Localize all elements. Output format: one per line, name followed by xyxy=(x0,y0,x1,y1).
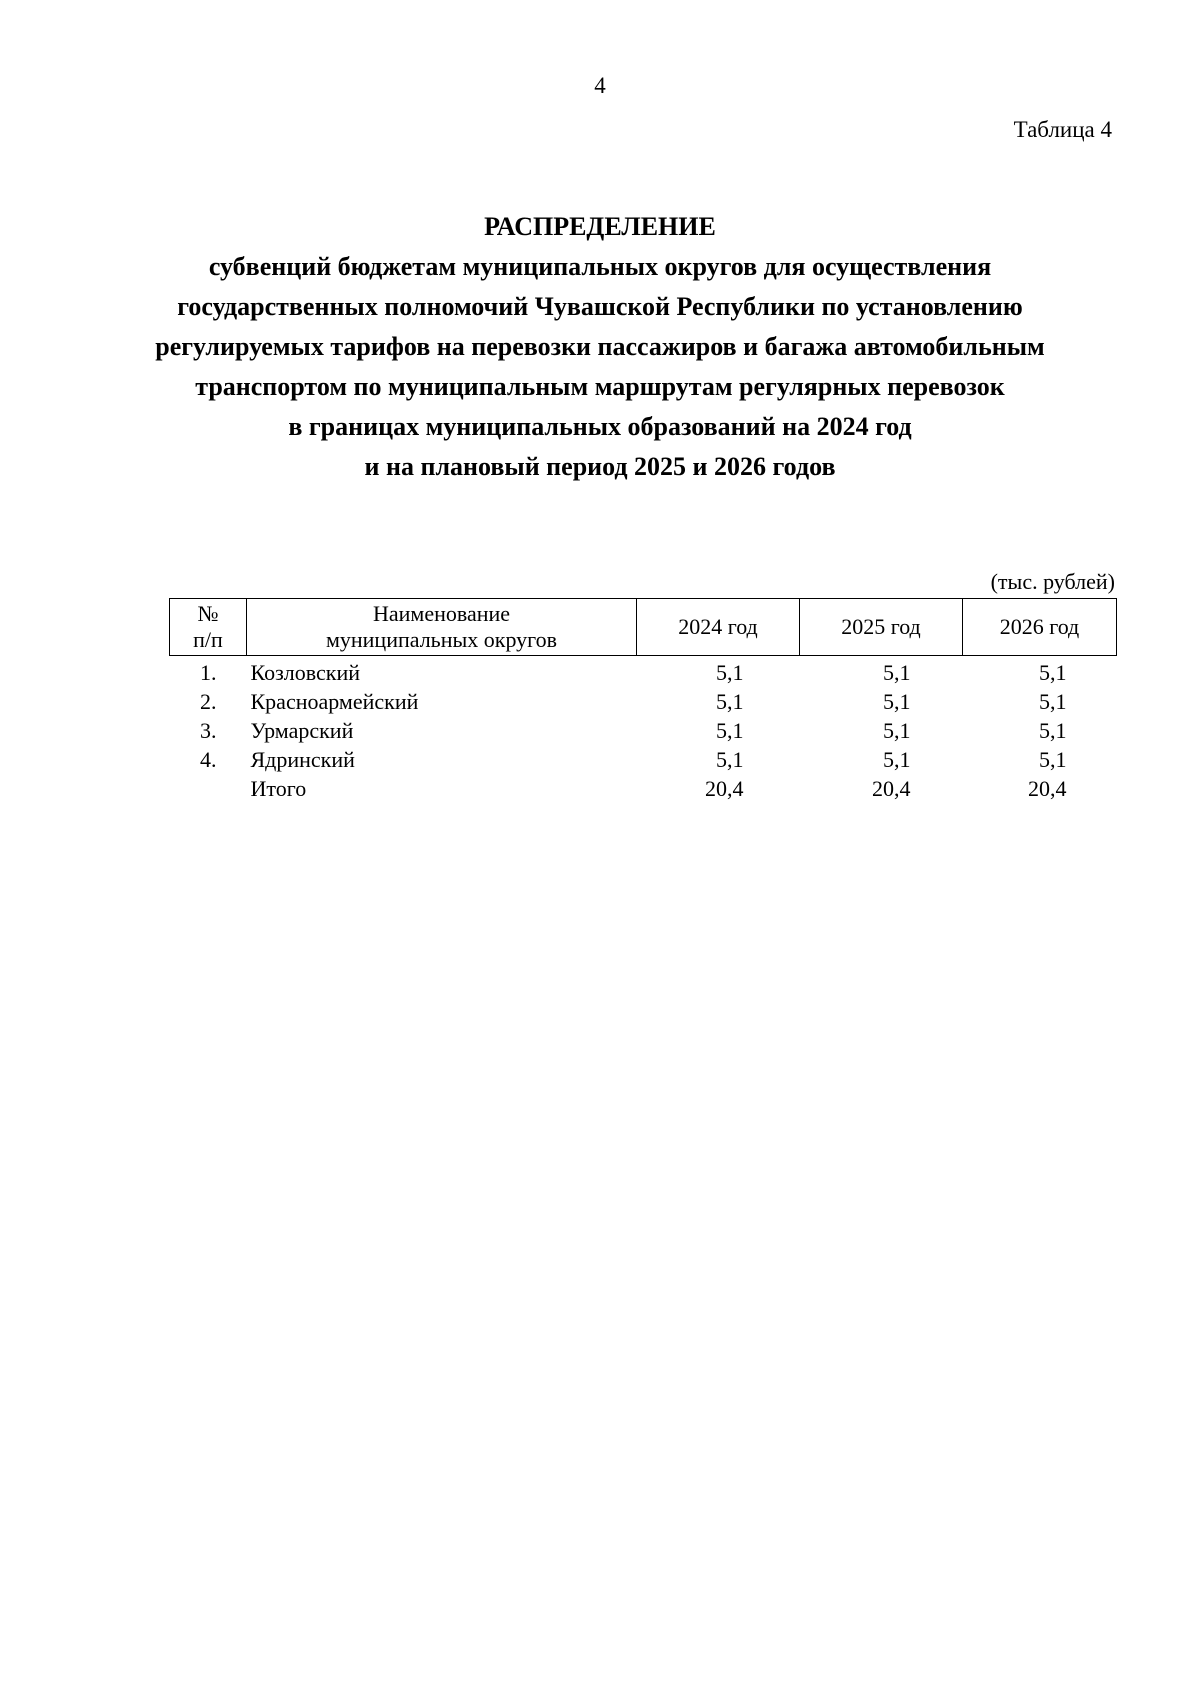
row-number: 1. xyxy=(200,660,217,685)
table-header-row xyxy=(170,599,1117,656)
title-line: государственных полномочий Чувашской Республики по установлению xyxy=(177,292,1023,321)
total-value-2026: 20,4 xyxy=(1028,776,1067,801)
title-line: транспортом по муниципальным маршрутам регулярных перевозок xyxy=(195,372,1005,401)
title-heading: РАСПРЕДЕЛЕНИЕ xyxy=(484,212,716,241)
row-value-2026: 5,1 xyxy=(1039,718,1067,743)
row-value-2025: 5,1 xyxy=(883,718,911,743)
subvention-table xyxy=(169,598,1117,803)
row-name: Урмарский xyxy=(250,718,354,743)
row-name: Красноармейский xyxy=(250,689,419,714)
row-value-2026: 5,1 xyxy=(1039,689,1067,714)
total-label: Итого xyxy=(250,776,307,801)
header-2024: 2024 год xyxy=(637,599,800,656)
table-row xyxy=(170,716,1117,745)
header-number-line1: № xyxy=(197,601,219,626)
row-number: 3. xyxy=(200,718,217,743)
header-name-line2: муниципальных округов xyxy=(325,627,558,652)
units-note: (тыс. рублей) xyxy=(990,569,1115,594)
table-row xyxy=(170,687,1117,716)
row-value-2026: 5,1 xyxy=(1039,660,1067,685)
row-value-2026: 5,1 xyxy=(1039,747,1067,772)
row-value-2024: 5,1 xyxy=(716,660,744,685)
header-name xyxy=(247,599,637,656)
title-line: регулируемых тарифов на перевозки пассажиров и багажа автомобильным xyxy=(155,332,1045,361)
table-label: Таблица 4 xyxy=(1013,117,1112,142)
row-number: 4. xyxy=(200,747,217,772)
total-value-2024: 20,4 xyxy=(705,776,744,801)
header-2025: 2025 год xyxy=(800,599,963,656)
header-number-line2: п/п xyxy=(193,627,223,652)
table-total-row xyxy=(170,774,1117,803)
header-name-line1: Наименование xyxy=(372,601,511,626)
total-number xyxy=(170,774,247,803)
table-row xyxy=(170,656,1117,688)
row-value-2024: 5,1 xyxy=(716,689,744,714)
title-line: субвенций бюджетам муниципальных округов для осуществления xyxy=(208,252,992,281)
row-name: Козловский xyxy=(250,660,361,685)
table-row xyxy=(170,745,1117,774)
row-value-2024: 5,1 xyxy=(716,747,744,772)
row-value-2025: 5,1 xyxy=(883,660,911,685)
row-value-2024: 5,1 xyxy=(716,718,744,743)
row-value-2025: 5,1 xyxy=(883,747,911,772)
title-line: в границах муниципальных образований на 2024 год xyxy=(288,412,912,441)
document-title xyxy=(100,207,1100,487)
title-line: и на плановый период 2025 и 2026 годов xyxy=(364,452,836,481)
header-number xyxy=(170,599,247,656)
total-value-2025: 20,4 xyxy=(872,776,911,801)
row-name: Ядринский xyxy=(250,747,355,772)
row-number: 2. xyxy=(200,689,217,714)
page-number: 4 xyxy=(594,73,606,98)
row-value-2025: 5,1 xyxy=(883,689,911,714)
header-2026: 2026 год xyxy=(963,599,1117,656)
